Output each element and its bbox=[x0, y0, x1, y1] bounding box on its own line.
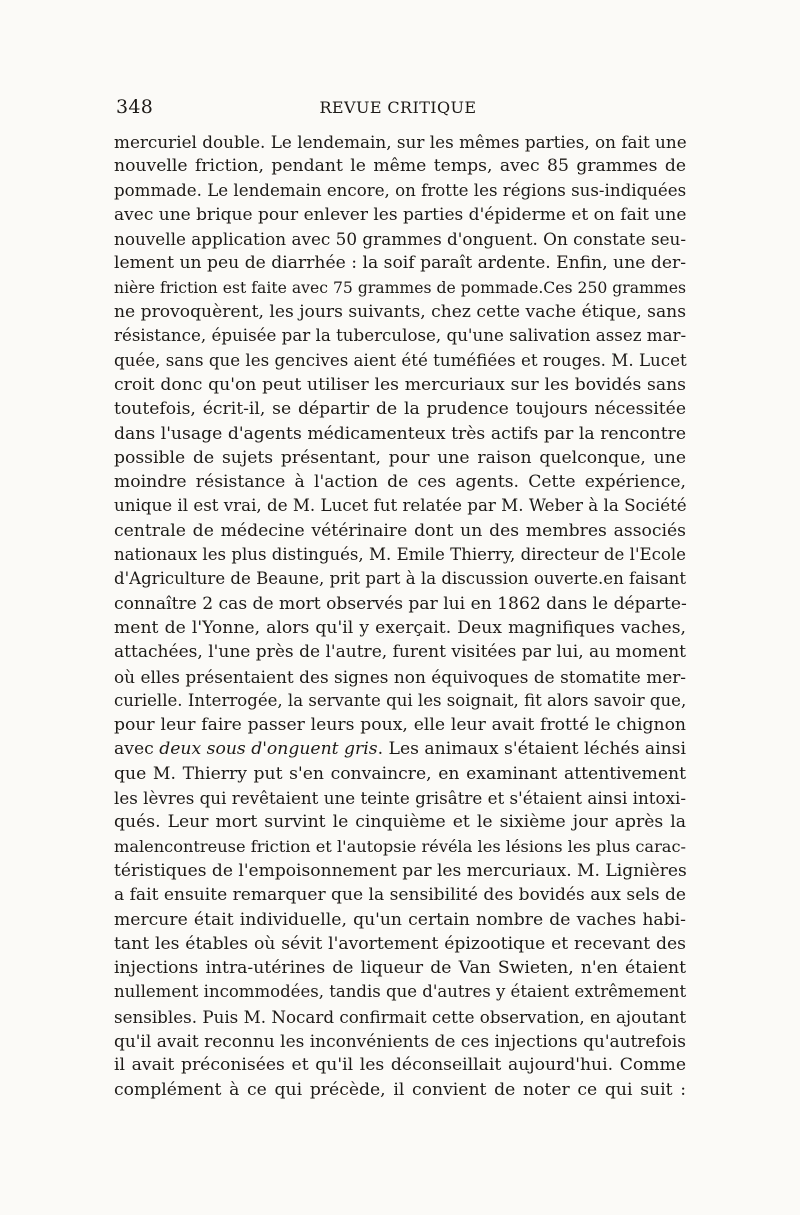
text-line: curielle. Interrogée, la servante qui les soignait, fit alors savoir que, bbox=[114, 690, 687, 710]
text-line: pour leur faire passer leurs poux, elle leur avait frotté le chignon bbox=[114, 715, 686, 736]
text-line: mercure était individuelle, qu'un certain nombre de vaches habi- bbox=[114, 909, 686, 930]
text-line: d'Agriculture de Beaune, prit part à la discussion ouverte.en faisant bbox=[114, 569, 686, 589]
text-line: moindre résistance à l'action de ces agents. Cette expérience, bbox=[114, 472, 686, 493]
page-header bbox=[112, 96, 684, 126]
body-text bbox=[114, 130, 686, 1102]
running-title: REVUE CRITIQUE bbox=[319, 98, 477, 117]
text-line: croit donc qu'on peut utiliser les mercuriaux sur les bovidés sans bbox=[114, 374, 686, 395]
text-line: toutefois, écrit-il, se départir de la prudence toujours nécessitée bbox=[114, 399, 686, 420]
text-line: qués. Leur mort survint le cinquième et le sixième jour après la bbox=[114, 812, 686, 833]
text-line: où elles présentaient des signes non équivoques de stomatite mer- bbox=[114, 666, 686, 687]
text-line: nouvelle application avec 50 grammes d'onguent. On constate seu- bbox=[114, 229, 687, 250]
text-line: pommade. Le lendemain encore, on frotte les régions sus-indiquées bbox=[114, 180, 687, 200]
text-line: lement un peu de diarrhée : la soif paraît ardente. Enfin, une der- bbox=[114, 253, 686, 274]
text-line: dans l'usage d'agents médicamenteux très actifs par la rencontre bbox=[114, 423, 686, 444]
text-line: sensibles. Puis M. Nocard confirmait cette observation, en ajoutant bbox=[114, 1006, 687, 1027]
text-line: résistance, épuisée par la tuberculose, qu'une salivation assez mar- bbox=[114, 326, 687, 346]
text-line: nouvelle friction, pendant le même temps, avec 85 grammes de bbox=[114, 156, 686, 177]
text-line bbox=[114, 737, 686, 761]
text-line: avec une brique pour enlever les parties d'épiderme et on fait une bbox=[114, 204, 687, 225]
text-line: complément à ce qui précède, il convient de noter ce qui suit : bbox=[114, 1079, 686, 1100]
text-line: injections intra-utérines de liqueur de Van Swieten, n'en étaient bbox=[114, 958, 686, 979]
text-line: téristiques de l'empoisonnement par les mercuriaux. M. Lignières bbox=[114, 860, 687, 881]
text-line: attachées, l'une près de l'autre, furent visitées par lui, au moment bbox=[114, 642, 687, 663]
italic-phrase: deux sous d'onguent gris bbox=[159, 739, 378, 760]
text-line: a fait ensuite remarquer que la sensibilité des bovidés aux sels de bbox=[114, 885, 686, 906]
text-line: nationaux les plus distingués, M. Emile Thierry, directeur de l'Ecole bbox=[114, 545, 686, 565]
text-line-segment: avec bbox=[114, 739, 160, 760]
text-line: il avait préconisées et qu'il les déconseillait aujourd'hui. Comme bbox=[114, 1055, 686, 1076]
text-line: connaître 2 cas de mort observés par lui en 1862 dans le départe- bbox=[114, 593, 687, 614]
text-line: les lèvres qui revêtaient une teinte grisâtre et s'étaient ainsi intoxi- bbox=[114, 788, 686, 809]
text-line-segment: . Les animaux s'étaient léchés ainsi bbox=[377, 739, 686, 760]
text-line: nière friction est faite avec 75 grammes de pommade.Ces 250 grammes bbox=[114, 277, 686, 297]
text-line: qu'il avait reconnu les inconvénients de ces injections qu'autrefois bbox=[114, 1030, 686, 1051]
text-line: possible de sujets présentant, pour une raison quelconque, une bbox=[114, 447, 686, 468]
text-line: malencontreuse friction et l'autopsie révéla les lésions les plus carac- bbox=[114, 836, 686, 856]
text-line: mercuriel double. Le lendemain, sur les mêmes parties, on fait une bbox=[114, 132, 687, 152]
text-line: tant les étables où sévit l'avortement épizootique et recevant des bbox=[114, 933, 686, 954]
text-line: ment de l'Yonne, alors qu'il y exerçait. Deux magnifiques vaches, bbox=[114, 617, 686, 638]
text-line: ne provoquèrent, les jours suivants, chez cette vache étique, sans bbox=[114, 302, 686, 323]
page-number: 348 bbox=[116, 96, 154, 118]
text-line: nullement incommodées, tandis que d'autres y étaient extrêmement bbox=[114, 982, 687, 1002]
text-line: que M. Thierry put s'en convaincre, en examinant attentivement bbox=[114, 763, 686, 784]
text-line: quée, sans que les gencives aient été tuméfiées et rouges. M. Lucet bbox=[114, 350, 687, 370]
text-line: centrale de médecine vétérinaire dont un des membres associés bbox=[114, 520, 686, 541]
text-line: unique il est vrai, de M. Lucet fut relatée par M. Weber à la Société bbox=[114, 496, 687, 516]
